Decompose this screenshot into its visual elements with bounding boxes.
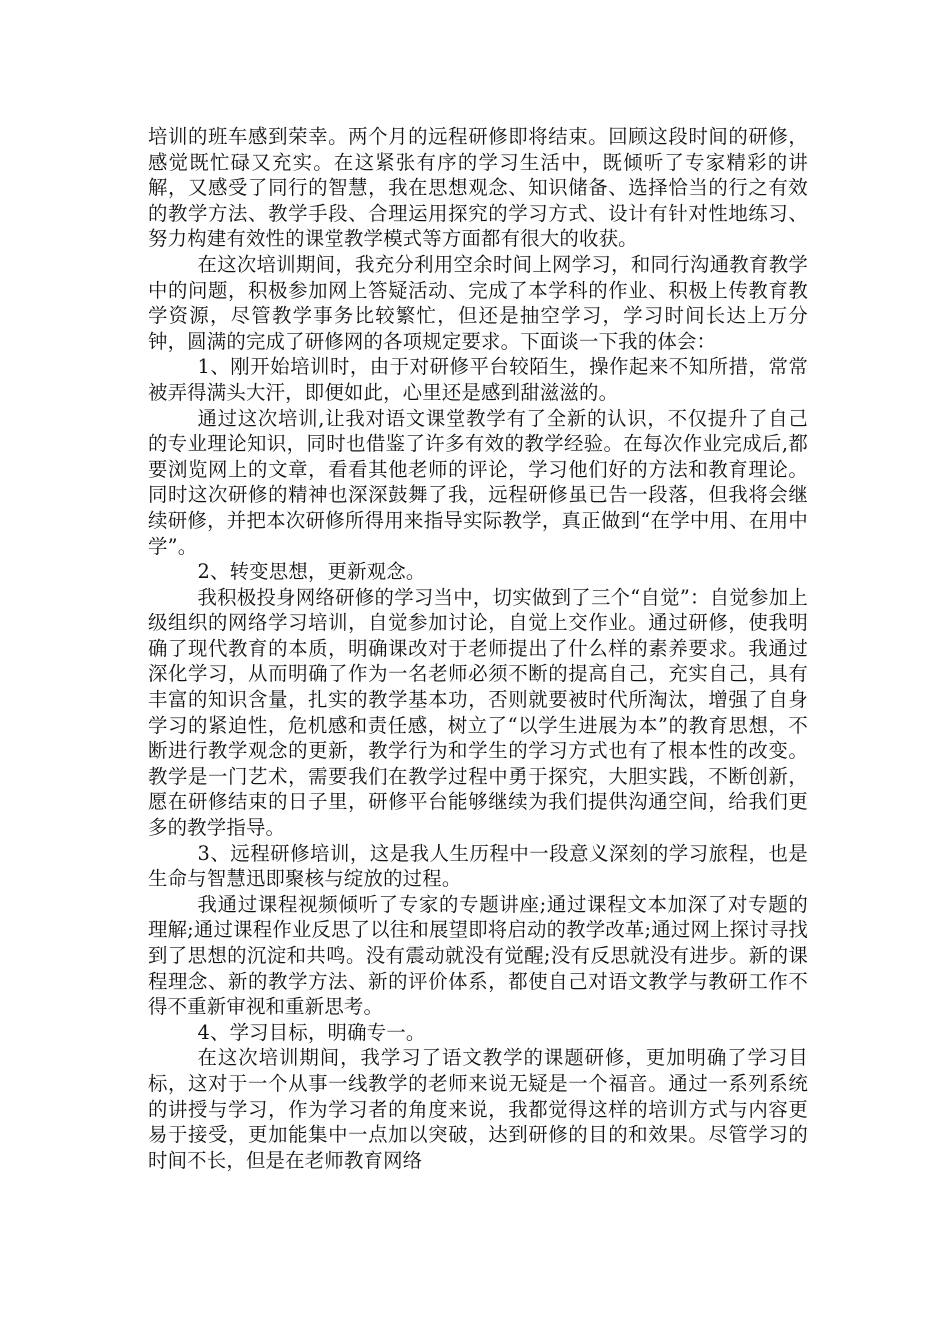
paragraph: 培训的班车感到荣幸。两个月的远程研修即将结束。回顾这段时间的研修，感觉既忙碌又充实。在这紧张有序的学习生活中，既倾听了专家精彩的讲解，又感受了同行的智慧，我在思想观念、知识储备、选择恰当的行之有效的教学方法、教学手段、合理运用探究的学习方式、设计有针对性地练习、努力构建有效性的课堂教学模式等方面都有很大的收获。 xyxy=(148,125,808,251)
paragraph: 通过这次培训,让我对语文课堂教学有了全新的认识，不仅提升了自己的专业理论知识，同时也借鉴了许多有效的教学经验。在每次作业完成后,都要浏览网上的文章，看看其他老师的评论，学习他们好的方法和教育理论。同时这次研修的精神也深深鼓舞了我，远程研修虽已告一段落，但我将会继续研修，并把本次研修所得用来指导实际教学，真正做到“在学中用、在用中学”。 xyxy=(148,406,808,558)
section-heading: 2、转变思想，更新观念。 xyxy=(197,560,426,584)
paragraph: 我通过课程视频倾听了专家的专题讲座;通过课程文本加深了对专题的理解;通过课程作业反思了以往和展望即将启动的教学改革;通过网上探讨寻找到了思想的沉淀和共鸣。没有震动就没有觉醒;没有反思就没有进步。新的课程理念、新的教学方法、新的评价体系，都使自己对语文教学与教研工作不得不重新审视和重新思考。 xyxy=(148,892,808,1019)
paragraph: 1、刚开始培训时，由于对研修平台较陌生，操作起来不知所措，常常被弄得满头大汗，即便如此，心里还是感到甜滋滋的。 xyxy=(148,355,808,404)
section-heading: 4、学习目标，明确专一。 xyxy=(197,1020,426,1044)
section-heading: 3、远程研修培训，这是我人生历程中一段意义深刻的学习旅程，也是生命与智慧迅即聚核与绽放的过程。 xyxy=(148,841,808,891)
document-body xyxy=(148,124,808,1173)
paragraph: 在这次培训期间，我学习了语文教学的课题研修，更加明确了学习目标，这对于一个从事一线教学的老师来说无疑是一个福音。通过一系列系统的讲授与学习，作为学习者的角度来说，我都觉得这样的培训方式与内容更易于接受，更加能集中一点加以突破，达到研修的目的和效果。尽管学习的时间不长，但是在老师教育网络 xyxy=(148,1046,808,1172)
paragraph: 我积极投身网络研修的学习当中，切实做到了三个“自觉”：自觉参加上级组织的网络学习培训，自觉参加讨论，自觉上交作业。通过研修，使我明确了现代教育的本质，明确课改对于老师提出了什么样的素养要求。我通过深化学习，从而明确了作为一名老师必须不断的提高自己，充实自己，具有丰富的知识含量，扎实的教学基本功，否则就要被时代所淘汰，增强了自身学习的紧迫性，危机感和责任感，树立了“以学生进展为本”的教育思想，不断进行教学观念的更新，教学行为和学生的学习方式也有了根本性的改变。教学是一门艺术，需要我们在教学过程中勇于探究，大胆实践，不断创新，愿在研修结束的日子里，研修平台能够继续为我们提供沟通空间，给我们更多的教学指导。 xyxy=(148,585,808,840)
paragraph: 在这次培训期间，我充分利用空余时间上网学习，和同行沟通教育教学中的问题，积极参加网上答疑活动、完成了本学科的作业、积极上传教育教学资源，尽管教学事务比较繁忙，但还是抽空学习，学习时间长达上万分钟，圆满的完成了研修网的各项规定要求。下面谈一下我的体会： xyxy=(148,252,808,353)
